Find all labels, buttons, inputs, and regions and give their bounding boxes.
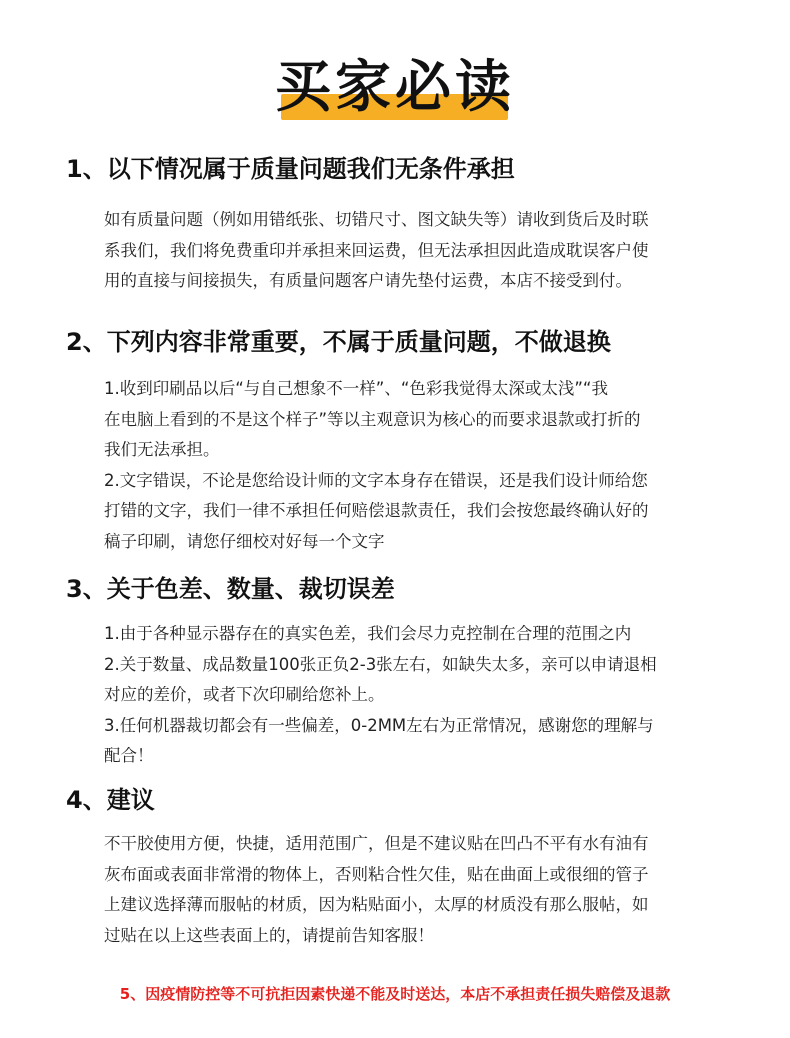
section-4-heading: 4、建议 (66, 786, 155, 814)
section-2-body (104, 374, 649, 557)
section-1-line: 系我们，我们将免费重印并承担来回运费，但无法承担因此造成耽误客户使 (104, 240, 649, 260)
section-3-line: 对应的差价，或者下次印刷给您补上。 (104, 685, 385, 704)
section-1-heading: 1、以下情况属于质量问题我们无条件承担 (66, 155, 515, 183)
section-3-heading: 3、关于色差、数量、裁切误差 (66, 575, 395, 603)
section-4-line: 不干胶使用方便，快捷，适用范围广，但是不建议贴在凹凸不平有水有油有 (104, 834, 649, 853)
section-1-line: 如有质量问题（例如用错纸张、切错尺寸、图文缺失等）请收到货后及时联 (104, 210, 649, 229)
section-4-line: 灰布面或表面非常滑的物体上，否则粘合性欠佳，贴在曲面上或很细的管子 (104, 864, 649, 884)
section-2-line: 2.文字错误，不论是您给设计师的文字本身存在错误，还是我们设计师给您 (104, 470, 648, 490)
section-2-line: 稿子印刷，请您仔细校对好每一个文字 (104, 531, 385, 551)
section-1-body (104, 205, 649, 297)
page-title: 买家必读 (275, 55, 515, 120)
section-2-line: 在电脑上看到的不是这个样子”等以主观意识为核心的而要求退款或打折的 (104, 409, 641, 429)
section-2-line: 我们无法承担。 (104, 440, 220, 459)
section-2-heading: 2、下列内容非常重要，不属于质量问题，不做退换 (66, 328, 611, 356)
section-3-line: 配合！ (104, 746, 154, 765)
section-4-line: 上建议选择薄而服帖的材质，因为粘贴面小，太厚的材质没有那么服帖，如 (104, 895, 649, 914)
section-3-body (104, 619, 657, 772)
section-1-line: 用的直接与间接损失，有质量问题客户请先垫付运费，本店不接受到付。 (104, 271, 632, 290)
page-title-block (0, 48, 790, 128)
section-4-line: 过贴在以上这些表面上的，请提前告知客服！ (104, 925, 434, 945)
section-3-line: 3.任何机器裁切都会有一些偏差，0-2MM左右为正常情况，感谢您的理解与 (104, 715, 654, 735)
section-3-line: 1.由于各种显示器存在的真实色差，我们会尽力克控制在合理的范围之内 (104, 624, 632, 643)
section-3-line: 2.关于数量、成品数量100张正负2-3张左右，如缺失太多，亲可以申请退相 (104, 654, 657, 674)
section-2-line: 打错的文字，我们一律不承担任何赔偿退款责任，我们会按您最终确认好的 (104, 501, 649, 520)
red-notice-text: 5、因疫情防控等不可抗拒因素快递不能及时送达，本店不承担责任损失赔偿及退款 (119, 985, 671, 1003)
section-2-line: 1.收到印刷品以后“与自己想象不一样”、“色彩我觉得太深或太浅”“我 (104, 379, 608, 398)
section-4-body (104, 829, 649, 951)
